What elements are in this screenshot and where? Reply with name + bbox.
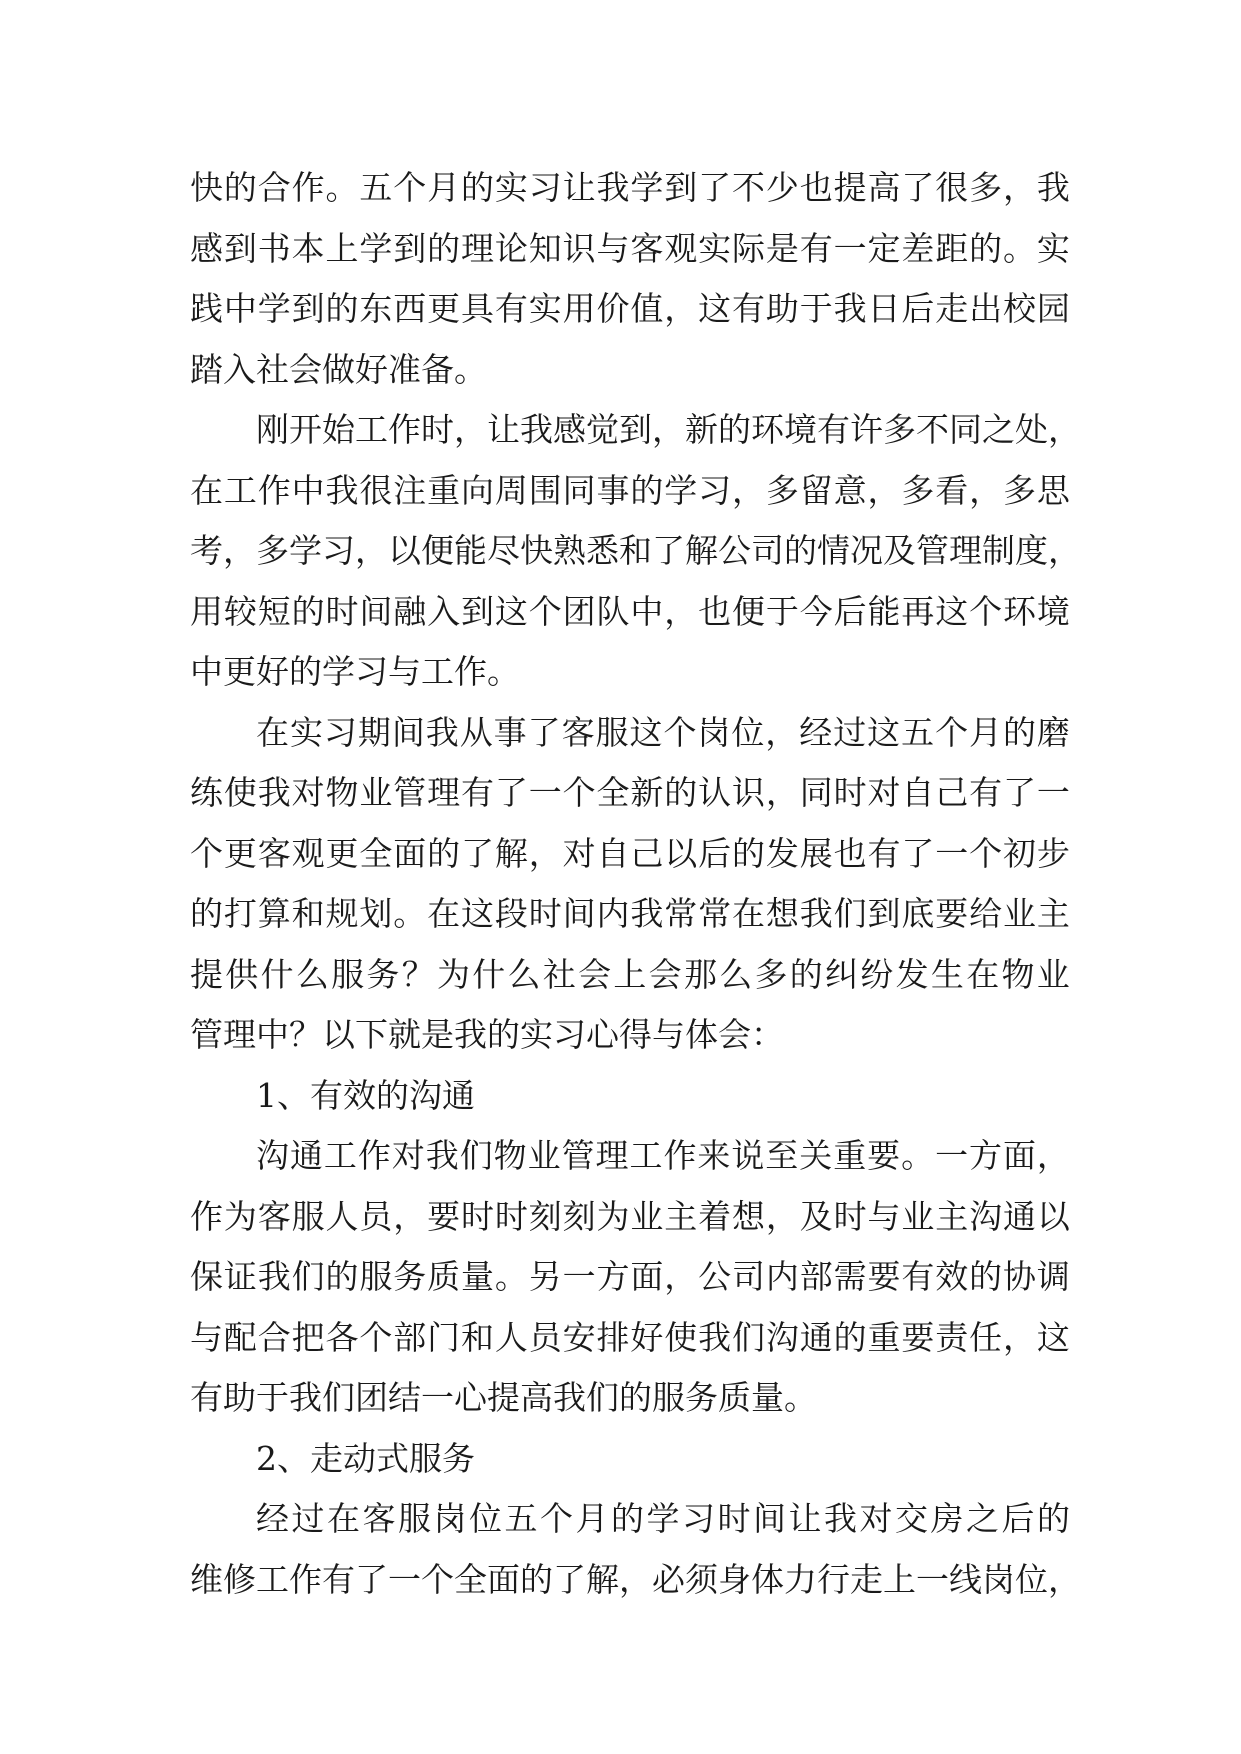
text-line: 管理中？以下就是我的实习心得与体会： bbox=[190, 1015, 784, 1054]
text-line: 1、有效的沟通 bbox=[256, 1075, 475, 1115]
text-line: 个 更 客 观 更 全 面 的 了 解 ， 对 自 己 以 后 的 发 展 也 有 了 一 个 初 步 bbox=[190, 833, 1070, 873]
text-line: 在 工 作 中 我 很 注 重 向 周 围 同 事 的 学 习 ， 多 留 意 ， 多 看 ， 多 思 bbox=[190, 470, 1070, 510]
text-line: 有助于我们团结一心提高我们的服务质量。 bbox=[190, 1378, 817, 1417]
text-line: 保 证 我 们 的 服 务 质 量 。 另 一 方 面 ， 公 司 内 部 需 要 有 效 的 协 调 bbox=[190, 1257, 1070, 1296]
text-line: 2、走动式服务 bbox=[256, 1438, 475, 1478]
text-line: 的 打 算 和 规 划 。 在 这 段 时 间 内 我 常 常 在 想 我 们 到 底 要 给 业 主 bbox=[190, 894, 1070, 933]
text-line: 感 到 书 本 上 学 到 的 理 论 知 识 与 客 观 实 际 是 有 一 定 差 距 的 。 实 bbox=[190, 228, 1070, 268]
text-line: 刚 开 始 工 作 时 ， 让 我 感 觉 到 ， 新 的 环 境 有 许 多 不 同 之 处 ， bbox=[256, 410, 1081, 449]
text-line: 经 过 在 客 服 岗 位 五 个 月 的 学 习 时 间 让 我 对 交 房 之 后 的 bbox=[256, 1499, 1070, 1538]
text-line: 践 中 学 到 的 东 西 更 具 有 实 用 价 值 ， 这 有 助 于 我 日 后 走 出 校 园 bbox=[190, 289, 1070, 328]
text-line: 考 ， 多 学 习 ， 以 便 能 尽 快 熟 悉 和 了 解 公 司 的 情 况 及 管 理 制 度 ， bbox=[190, 531, 1081, 570]
text-line: 中更好的学习与工作。 bbox=[190, 652, 520, 691]
text-line: 沟 通 工 作 对 我 们 物 业 管 理 工 作 来 说 至 关 重 要 。 一 方 面 ， bbox=[256, 1136, 1070, 1175]
text-line: 练 使 我 对 物 业 管 理 有 了 一 个 全 新 的 认 识 ， 同 时 对 自 己 有 了 一 bbox=[190, 773, 1070, 812]
text-line: 快 的 合 作 。 五 个 月 的 实 习 让 我 学 到 了 不 少 也 提 高 了 很 多 ， 我 bbox=[190, 168, 1070, 207]
text-line: 提 供 什 么 服 务 ？ 为 什 么 社 会 上 会 那 么 多 的 纠 纷 发 生 在 物 业 bbox=[190, 954, 1070, 994]
text-line: 与 配 合 把 各 个 部 门 和 人 员 安 排 好 使 我 们 沟 通 的 重 要 责 任 ， 这 bbox=[190, 1317, 1070, 1357]
text-line: 作 为 客 服 人 员 ， 要 时 时 刻 刻 为 业 主 着 想 ， 及 时 与 业 主 沟 通 以 bbox=[190, 1196, 1070, 1236]
text-line: 踏入社会做好准备。 bbox=[190, 349, 487, 389]
text-line: 维 修 工 作 有 了 一 个 全 面 的 了 解 ， 必 须 身 体 力 行 走 上 一 线 岗 位 ， bbox=[190, 1559, 1081, 1599]
text-line: 在 实 习 期 间 我 从 事 了 客 服 这 个 岗 位 ， 经 过 这 五 个 月 的 磨 bbox=[256, 712, 1070, 752]
document-body bbox=[190, 158, 1081, 1610]
text-line: 用 较 短 的 时 间 融 入 到 这 个 团 队 中 ， 也 便 于 今 后 能 再 这 个 环 境 bbox=[190, 591, 1070, 631]
